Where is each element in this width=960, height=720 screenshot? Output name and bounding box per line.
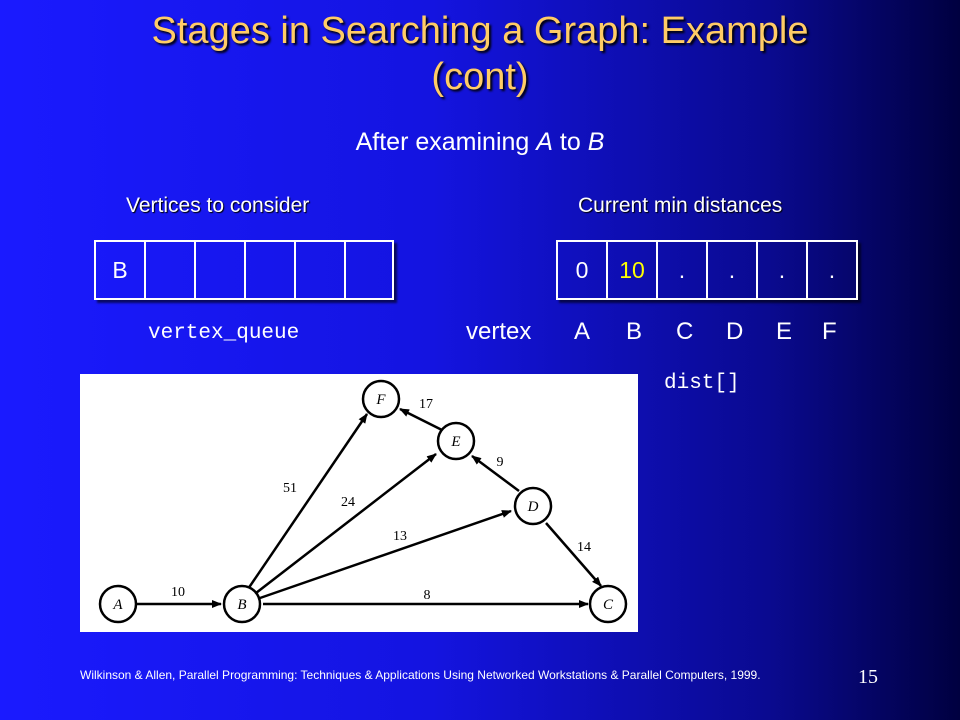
queue-cell <box>146 242 196 298</box>
edge-e-f <box>400 409 442 430</box>
page-number: 15 <box>858 666 878 688</box>
weight-b-e: 24 <box>341 495 355 510</box>
subtitle-vertex-a: A <box>536 128 553 156</box>
weight-b-c: 8 <box>423 588 431 603</box>
subtitle-to: to <box>552 128 588 156</box>
vertex-label-f: F <box>822 318 837 345</box>
queue-cell <box>346 242 392 298</box>
edge-b-e <box>256 454 436 593</box>
vertex-label-e: E <box>776 318 793 345</box>
weight-b-d: 13 <box>393 529 407 544</box>
queue-cell <box>246 242 296 298</box>
node-label-c: C <box>602 597 614 613</box>
title-line-1: Stages in Searching a Graph: Example <box>151 10 809 52</box>
citation-footer: Wilkinson & Allen, Parallel Programming: Techniques & Applications Using Networked Workstations & Parallel Computers, 1999. <box>80 668 761 682</box>
weight-d-c: 14 <box>577 540 591 555</box>
node-label-a: A <box>113 597 123 613</box>
graph-diagram <box>80 374 638 632</box>
slide-title <box>0 8 960 100</box>
subtitle-vertex-b: B <box>587 128 605 156</box>
node-label-e: E <box>451 434 461 450</box>
subtitle-prefix: After examining <box>355 128 537 156</box>
dist-cell-d: . <box>708 242 758 298</box>
edge-d-e <box>472 456 519 491</box>
edge-d-c <box>546 523 601 586</box>
dist-name-label: dist[] <box>664 372 740 395</box>
node-label-b: B <box>237 597 247 613</box>
weight-a-b: 10 <box>171 585 185 600</box>
dist-array <box>556 240 858 300</box>
queue-cell: B <box>96 242 146 298</box>
subtitle <box>0 128 960 157</box>
weight-d-e: 9 <box>496 455 504 470</box>
dist-cell-e: . <box>758 242 808 298</box>
dist-cell-b: 10 <box>608 242 658 298</box>
dist-cell-a: 0 <box>558 242 608 298</box>
vertex-label-a: A <box>574 318 591 345</box>
queue-cell <box>196 242 246 298</box>
dist-heading: Current min distances <box>578 194 783 217</box>
dist-cell-c: . <box>658 242 708 298</box>
edge-b-d <box>260 511 511 598</box>
weight-b-f: 51 <box>283 481 297 496</box>
graph-svg <box>80 374 638 632</box>
node-label-d: D <box>527 499 539 515</box>
dist-cell-f: . <box>828 256 836 283</box>
weight-e-f: 17 <box>419 397 433 412</box>
vertex-queue-array <box>94 240 394 300</box>
vertex-label-b: B <box>626 318 643 345</box>
vertex-label-d: D <box>726 318 744 345</box>
queue-name-label: vertex_queue <box>148 322 300 345</box>
title-line-2: (cont) <box>431 56 529 98</box>
queue-cell <box>296 242 346 298</box>
queue-heading: Vertices to consider <box>126 194 310 217</box>
vertex-label-c: C <box>676 318 694 345</box>
vertex-row-label: vertex <box>466 318 532 345</box>
node-label-f: F <box>376 392 386 408</box>
